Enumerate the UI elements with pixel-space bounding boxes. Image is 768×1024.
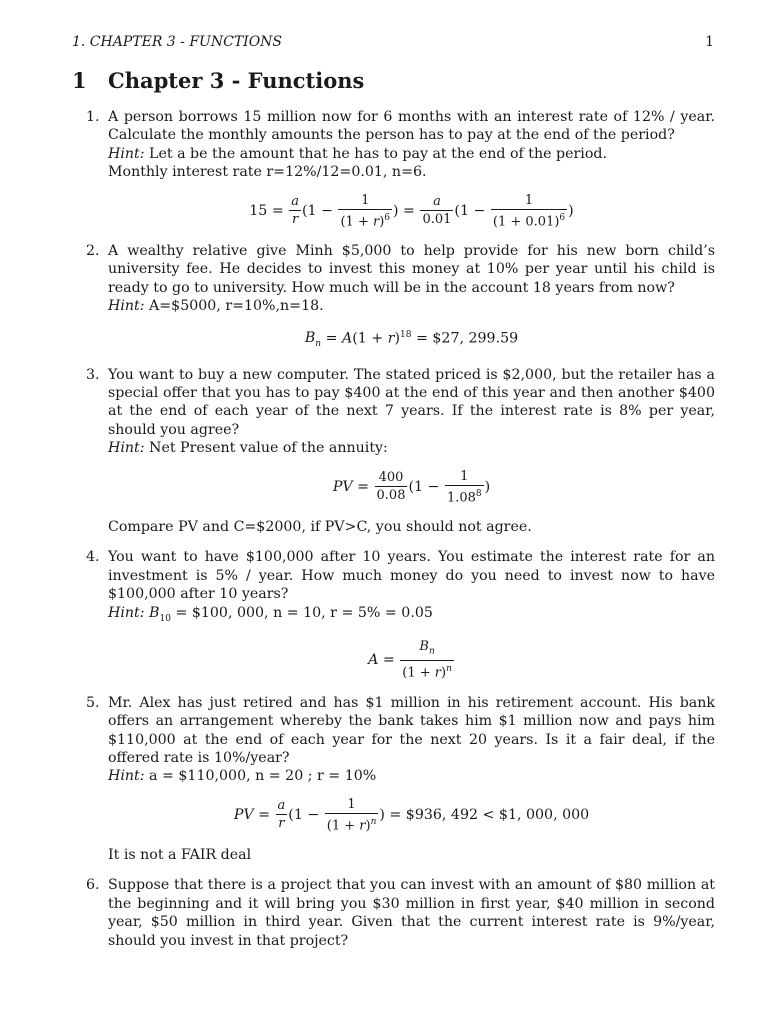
problem-text: A person borrows 15 million now for 6 months with an interest rate of 12% / year. Calculate the monthly amounts the person has to pay at the end of the period? <box>108 109 715 144</box>
problem-item <box>72 876 715 950</box>
problem-number: 2. <box>86 242 100 259</box>
running-title: 1. CHAPTER 3 - FUNCTIONS <box>72 34 283 50</box>
problem-text: A wealthy relative give Minh $5,000 to help provide for his new born child’s university fee. He decides to invest this money at 10% per year until his child is ready to go to university. How much will be in the account 18 years from now? <box>108 242 715 296</box>
problem-number: 5. <box>86 694 100 711</box>
problem-number: 1. <box>86 109 100 125</box>
hint-text: a = $110,000, n = 20 ; r = 10% <box>144 768 377 785</box>
formula-result: = $27, 299.59 <box>411 330 519 347</box>
problem-item <box>72 694 715 865</box>
hint-math: = $100, 000, n = 10, r = 5% = 0.05 <box>170 604 433 621</box>
problem-list <box>72 108 715 962</box>
conclusion-line: It is not a FAIR deal <box>108 847 252 864</box>
formula-result: ) = $936, 492 < $1, 000, 000 <box>379 806 590 823</box>
problem-item <box>72 548 715 681</box>
problem-item <box>72 242 715 354</box>
hint-label: Hint: <box>108 145 145 162</box>
formula-5: PV = $\frac{a}{r}$ (1 − $\frac{1}{(1 + r)^n}$ ) = $936, 492 < $1, 000, 000 <box>233 796 590 834</box>
hint-label: Hint: <box>108 604 145 621</box>
hint-line <box>108 145 715 163</box>
hint-line: Hint: $B_{10}$ = $100, 000, n = 10, r = 5% = 0.05 <box>108 604 433 624</box>
problem-text: You want to have $100,000 after 10 years. You estimate the interest rate for an investment is 5% / year. How much money do you need to invest now to have $100,000 after 10 years? <box>108 549 715 603</box>
chapter-heading <box>72 68 364 93</box>
chapter-number: 1 <box>72 68 87 93</box>
problem-number: 4. <box>86 549 100 566</box>
problem-text: Suppose that there is a project that you can invest with an amount of $80 million at the beginning and it will bring you $30 million in first year, $40 million in second year, $50 million in third year. Given that the current interest rate is 9%/year, should you invest in that project? <box>108 877 715 949</box>
problem-item <box>72 108 715 230</box>
problem-text: You want to buy a new computer. The stated priced is $2,000, but the retailer has a special offer that you has to pay $400 at the end of this year and then another $400 at the end of each year of the next 7 years. If the interest rate is 8% per year, should you agree? <box>108 366 715 438</box>
formula-3: PV = $\frac{400}{0.08}$ (1 − $\frac{1}{1.08^8}$ ) <box>332 468 491 505</box>
problem-number: 3. <box>86 366 100 383</box>
hint-text: Net Present value of the annuity: <box>144 440 388 457</box>
formula-4: A = $\frac{B_n}{(1 + r)^n}$ <box>368 638 452 681</box>
formula-2: $B_n = A(1 + r)^{18}$ = $27, 299.59 <box>304 329 519 350</box>
hint-line <box>108 767 715 785</box>
hint-label: Hint: <box>108 298 145 315</box>
hint-line <box>108 439 715 457</box>
hint-text: A=$5000, r=10%,n=18. <box>144 298 324 315</box>
hint-line <box>108 297 715 315</box>
conclusion-line: Compare PV and C=$2000, if PV>C, you should not agree. <box>108 518 532 535</box>
hint-label: Hint: <box>108 768 145 785</box>
chapter-title: Chapter 3 - Functions <box>108 68 365 93</box>
problem-number: 6. <box>86 877 100 894</box>
running-header <box>72 34 714 52</box>
problem-text: Mr. Alex has just retired and has $1 million in his retirement account. His bank offers an arrangement whereby the bank takes him $1 million now and pays him $110,000 at the end of each year for the next 20 years. Is it a fair deal, if the offered rate is 10%/year? <box>108 694 715 766</box>
hint-text: Let a be the amount that he has to pay at the end of the period. <box>144 145 607 162</box>
problem-item <box>72 366 715 537</box>
extra-line: Monthly interest rate r=12%/12=0.01, n=6. <box>108 164 427 181</box>
page-number: 1 <box>705 34 714 50</box>
hint-label: Hint: <box>108 440 145 457</box>
formula-1: 15 = $\frac{a}{r}$ (1 − $\frac{1}{(1 + r)^6}$ ) = $\frac{a}{0.01}$ (1 − $\frac{1}{(1 + 0.01)^6}$ ) <box>249 192 574 229</box>
